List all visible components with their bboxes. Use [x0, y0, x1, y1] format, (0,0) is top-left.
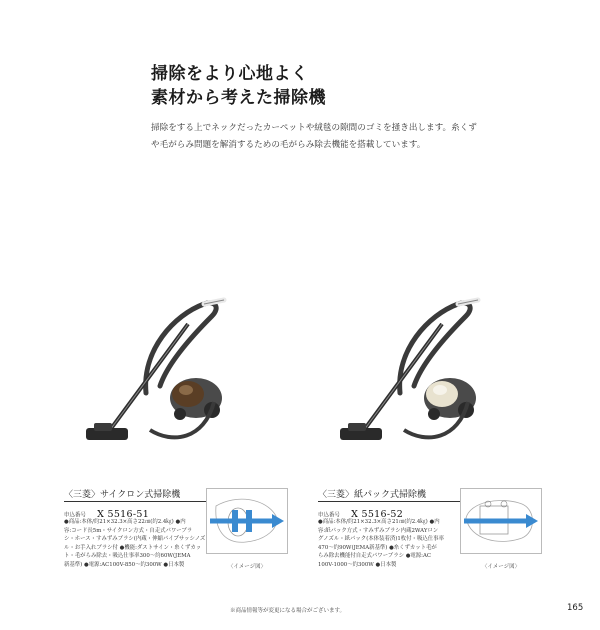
product-specs — [64, 518, 206, 570]
image-caption: 〈イメージ図〉 — [481, 564, 521, 570]
product-paper-pack — [318, 290, 542, 580]
spec-line: ●商品:本体/約21×32.3×高さ22㎝(約2.4㎏) ●内 — [64, 519, 186, 525]
spec-line: 容:コード長5m・サイクロン方式・自走式パワーブラ — [64, 527, 193, 534]
airflow-diagram — [460, 488, 542, 554]
lead-line-1: 掃除をする上でネックだったカーペットや絨毯の隙間のゴミを掻き出します。糸くず — [151, 123, 477, 133]
lead-line-2: や毛がらみ問題を解消するための毛がらみ除去機能を搭載しています。 — [151, 140, 426, 150]
spec-line: ル・お手入れブラシ付 ●機能:ダストサイン・糸くずカッ — [64, 544, 202, 551]
airflow-diagram — [206, 488, 288, 554]
spec-line: ト・毛がらみ除去・吸込仕事率300～約60W(JEMA — [64, 553, 191, 560]
spec-line: 100V-1000～約300W ●日本製 — [318, 561, 397, 568]
spec-line: グノズル・紙パック(本体装着済)1枚付・吸込仕事率 — [318, 536, 444, 543]
spec-line: らみ除去機能付自走式パワーブラシ ●電源:AC — [318, 553, 432, 560]
headline — [151, 62, 471, 110]
footnote: ※商品情報等が変更になる場合がございます。 — [230, 608, 346, 614]
page-number: 165 — [567, 603, 584, 613]
spec-line: 容:紙パック方式・すみずみブラシ内蔵2WAYロン — [318, 527, 439, 534]
vacuum-photo-paper-pack — [318, 290, 542, 480]
product-title: 〈三菱〉紙パック式掃除機 — [318, 490, 427, 500]
image-caption: 〈イメージ図〉 — [227, 564, 267, 570]
order-code: X 5516-52 — [351, 509, 404, 520]
spec-line: 新基準) ●電源:AC100V-850～約300W ●日本製 — [64, 561, 185, 568]
headline-line-1: 掃除をより心地よく — [151, 64, 309, 84]
spec-line: 470～約90W(JEMA新基準) ●糸くずカット毛が — [318, 544, 437, 551]
spec-line: シ・ホース・すみずみブラシ(内蔵・伸縮パイプサッシノズ — [64, 536, 206, 543]
lead-text — [151, 120, 477, 154]
product-title: 〈三菱〉サイクロン式掃除機 — [64, 490, 181, 500]
headline-line-2: 素材から考えた掃除機 — [151, 88, 326, 108]
order-code: X 5516-51 — [97, 509, 150, 520]
spec-line: ●商品:本体/約21×32.3×高さ21㎝(約2.4㎏) ●内 — [318, 519, 440, 525]
vacuum-photo-cyclone — [64, 290, 288, 480]
order-code-label: 申込番号 — [318, 512, 341, 519]
product-specs — [318, 518, 454, 570]
product-cyclone — [64, 290, 288, 580]
order-code-label: 申込番号 — [64, 512, 87, 519]
